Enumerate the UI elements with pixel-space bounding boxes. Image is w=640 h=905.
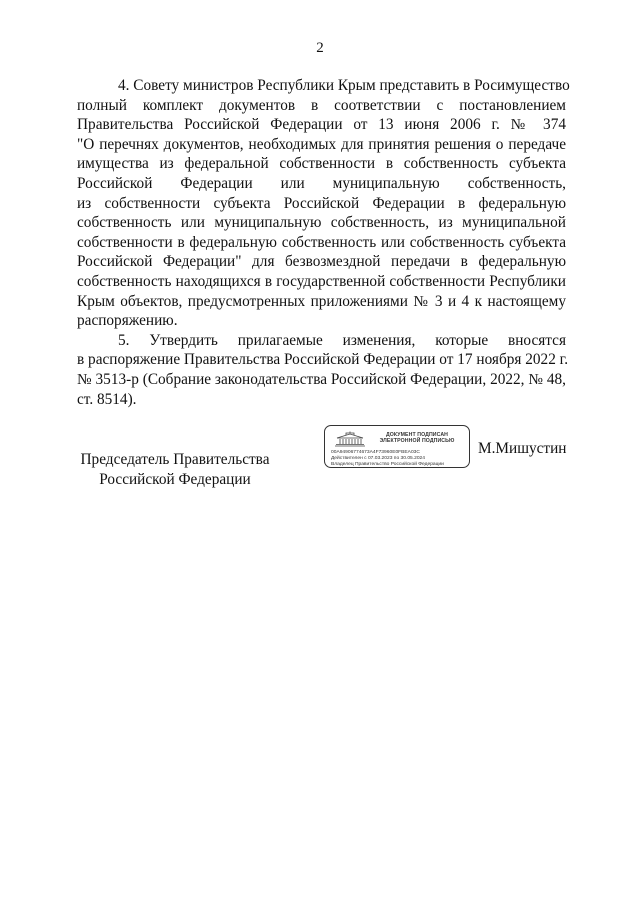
signer-name: М.Мишустин <box>478 440 567 457</box>
stamp-validity: Действителен с 07.03.2023 по 30.05.2024 <box>331 456 425 461</box>
page-number: 2 <box>316 40 324 56</box>
text-line: Российской Федерации" для безвозмездной передачи в федеральную <box>77 253 566 271</box>
document-body <box>77 76 570 409</box>
text-line: собственности в федеральную собственность или собственность субъекта <box>77 233 566 251</box>
paragraph-4 <box>77 76 570 331</box>
text-line: № 3513-р (Собрание законодательства Российской Федерации, 2022, № 48, <box>77 370 566 388</box>
stamp-certificate-number: 00A94906774673A4F73960E0FBEA03C <box>331 450 420 455</box>
electronic-signature-stamp <box>324 425 470 468</box>
text-line: полный комплект документов в соответствии с постановлением <box>77 96 566 114</box>
text-line: 5. Утвердить прилагаемые изменения, которые вносятся <box>118 331 566 349</box>
text-line: из собственности субъекта Российской Федерации в федеральную <box>77 194 566 212</box>
text-line: "О перечнях документов, необходимых для принятия решения о передаче <box>77 135 566 153</box>
text-line: распоряжению. <box>77 312 178 330</box>
stamp-title <box>371 432 463 445</box>
stamp-title-line: ДОКУМЕНТ ПОДПИСАН <box>385 432 449 438</box>
text-line: Правительства Российской Федерации от 13 июня 2006 г. № 374 <box>77 116 566 134</box>
signer-position-line: Российской Федерации <box>99 470 251 488</box>
signer-position-line: Председатель Правительства <box>80 451 270 468</box>
paragraph-5 <box>77 331 569 409</box>
text-line: ст. 8514). <box>77 390 137 408</box>
stamp-owner: Владелец Правительство Российской Федерации <box>331 462 444 467</box>
stamp-title-line: ЭЛЕКТРОННОЙ ПОДПИСЬЮ <box>379 438 455 445</box>
text-line: Крым объектов, предусмотренных приложениями № 3 и 4 к настоящему <box>77 292 566 310</box>
text-line: собственность находящихся в государственной собственности Республики <box>77 272 566 290</box>
government-building-icon <box>333 431 367 447</box>
text-line: 4. Совету министров Республики Крым представить в Росимущество <box>118 77 570 94</box>
text-line: собственность или муниципальную собственность, из муниципальной <box>77 214 566 232</box>
signer-position <box>60 450 290 489</box>
text-line: Российской Федерации или муниципальную собственность, <box>77 174 566 192</box>
text-line: имущества из федеральной собственности в собственность субъекта <box>77 155 566 173</box>
text-line: в распоряжение Правительства Российской Федерации от 17 ноября 2022 г. <box>77 351 569 369</box>
